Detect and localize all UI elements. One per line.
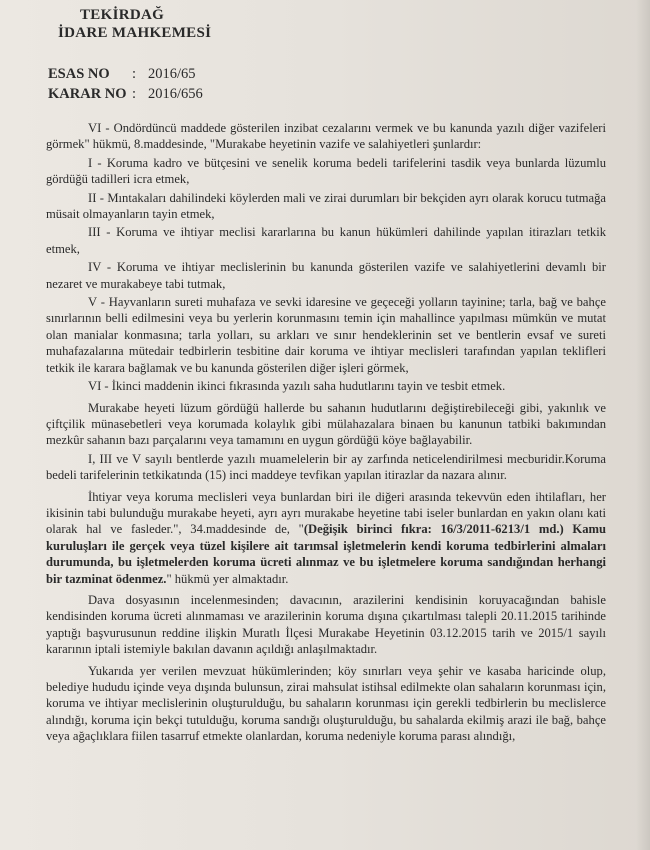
paragraph-9: I, III ve V sayılı bentlerde yazılı muamelelerin bir ay zarfında neticelendirilmesi mecburidir.Koruma bedeli tarifelerinin tetkikatında (15) inci maddeye tevfikan yapılan itirazlar da nazara alınır.	[46, 451, 606, 483]
paragraph-6: V - Hayvanların sureti muhafaza ve sevki idaresine ve geçeceği yolların tayinine; tarla, bağ ve bahçe sınırlarının belli edilmesini veya bu yerlerin korunmasını temin için mahallince yapılması mümkün ve mutat olan manialar konmasına; tarla yolları, su arkları ve sınır hendeklerinin set ve bentlerin evsaf ve sureti muhafazalarına mütedair tedbirlerin tesbitine dair koruma ve ihtiyar meclisleri tarafından yapılan teklifleri tetkik ile karara bağlamak ve bu kanunda gösterilen diğer işleri görmek,	[46, 295, 606, 375]
document-body	[46, 120, 606, 747]
karar-colon: :	[132, 86, 137, 102]
esas-label: ESAS NO	[48, 66, 110, 82]
case-info	[48, 64, 203, 104]
paragraph-5: IV - Koruma ve ihtiyar meclislerinin bu kanunda gösterilen vazife ve salahiyetlerini devamlı bir nezaret ve murakabeye tabi tutmak,	[46, 260, 606, 291]
paragraph-12: Yukarıda yer verilen mevzuat hükümlerinden; köy sınırları veya şehir ve kasaba haricinde olup, belediye hududu içinde veya dışında bulunsun, zirai mahsulat istihsal edilmekte olan sahaların korunması için, koruma ve ihtiyar meclislerinin oluşturulduğu, bu sahaların korunması için gerekli tedbirlerin bu meclislerce alındığı, koruma için bekçi tutulduğu, koruma sandığı oluşturulduğu, bu sahalarda ekilmiş arazi ile bağ, bahçe veya ağaçlıklara fiilen tasarruf etmekte olanlardan, koruma nedeniyle koruma parası alındığı,	[46, 663, 606, 744]
paragraph-2: I - Koruma kadro ve bütçesini ve senelik koruma bedeli tarifelerini tasdik veya bunlarda lüzumlu gördüğü tadilleri icra etmek,	[46, 155, 606, 187]
karar-label: KARAR NO	[48, 86, 127, 102]
esas-colon: :	[132, 66, 137, 82]
court-name: İDARE MAHKEMESİ	[58, 25, 212, 41]
esas-value: 2016/65	[148, 66, 196, 82]
paragraph-8: Murakabe heyeti lüzum gördüğü hallerde bu sahanın hudutlarını değiştirebileceği gibi, yakınlık ve çiftçilik münasebetleri veya korumada kolaylık gibi mülahazalara binaen bu kanunun tatbiki bakımından mezkûr sahanın bazı parçalarını veya tamamını en uygun gördüğü köye bağlayabilir.	[46, 400, 606, 448]
paragraph-10-start: İhtiyar veya koruma meclisleri veya bunlardan biri ile diğeri arasında tekevvün eden ihtilafları, her ikisinin tabi bulunduğu murakabe heyeti, ayrı ayrı murakabe heyetine tabi iseler bunlardan en yakın olanı kati olarak hal ve fasleder.", 34.maddesinde de, "	[46, 489, 606, 537]
karar-value: 2016/656	[148, 86, 203, 102]
court-header	[58, 6, 211, 42]
paragraph-4: III - Koruma ve ihtiyar meclisi kararlarına bu kanun hükümleri dahilinde yapılan itirazları tetkik etmek,	[46, 225, 606, 256]
page-edge-shadow	[636, 0, 650, 850]
paragraph-10-bold-quote: (Değişik birinci fıkra: 16/3/2011-6213/1 md.) Kamu kuruluşları ile gerçek veya tüzel kişilere ait tarımsal işletmelerin kendi koruma tedbirlerini almaları durumunda, bu işletmelerden koruma ücreti alınmaz ve bu işletmelere koruma sandığından herhangi bir tazminat ödenmez.	[46, 522, 607, 586]
esas-row	[48, 64, 203, 84]
paragraph-10	[46, 489, 606, 587]
paragraph-11: Dava dosyasının incelenmesinden; davacının, arazilerini kendisinin koruyacağından bahisle kendisinden koruma ücreti alınmaması ve arazilerinin koruma dışına çıkartılması talepli 20.11.2015 tarihinde yaptığı başvurusunun reddine ilişkin Muratlı İlçesi Murakabe Heyetinin 03.12.2015 tarih ve 2015/1 sayılı kararının iptali istemiyle bakılan davanın açıldığı anlaşılmaktadır.	[46, 592, 606, 657]
paragraph-1: VI - Ondördüncü maddede gösterilen inzibat cezalarını vermek ve bu kanunda yazılı diğer vazifeleri görmek" hükmü, 8.maddesinde, "Murakabe heyetinin vazife ve salahiyetleri şunlardır:	[46, 121, 606, 152]
paragraph-7: VI - İkinci maddenin ikinci fıkrasında yazılı saha hudutlarını tayin ve tesbit etmek.	[88, 379, 506, 394]
court-city: TEKİRDAĞ	[80, 7, 165, 23]
paragraph-3: II - Mıntakaları dahilindeki köylerden mali ve zirai durumları bir bekçiden ayrı olarak korucu tutmağa müsait olmayanların tayin etmek,	[46, 190, 606, 222]
karar-row	[48, 84, 203, 104]
paragraph-10-end: " hükmü yer almaktadır.	[166, 571, 289, 586]
